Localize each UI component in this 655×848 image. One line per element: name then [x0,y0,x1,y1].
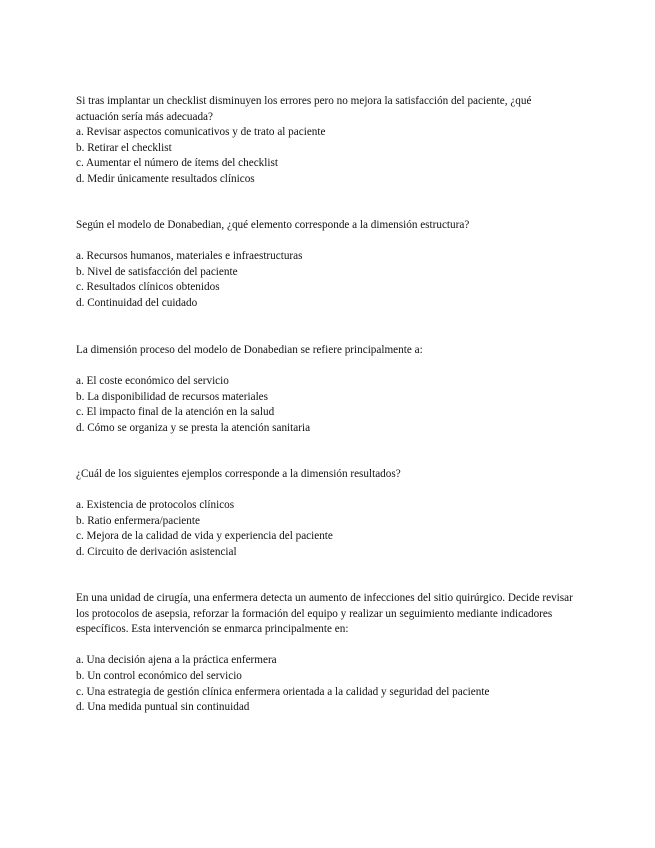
option-d: d. Continuidad del cuidado [76,296,198,309]
question-3 [76,343,576,437]
option-c: c. Mejora de la calidad de vida y experiencia del paciente [76,530,333,543]
answer-options [76,249,576,311]
option-c: c. Aumentar el número de ítems del checklist [76,157,278,170]
option-d: d. Medir únicamente resultados clínicos [76,172,255,185]
option-a: a. Una decisión ajena a la práctica enfermera [76,654,277,667]
option-a: a. Existencia de protocolos clínicos [76,499,235,512]
option-c: c. Una estrategia de gestión clínica enfermera orientada a la calidad y seguridad del paciente [76,685,490,698]
question-text: Según el modelo de Donabedian, ¿qué elemento corresponde a la dimensión estructura? [76,219,470,231]
option-c: c. Resultados clínicos obtenidos [76,281,220,294]
answer-options [76,653,578,715]
option-b: b. La disponibilidad de recursos materiales [76,390,268,403]
option-c: c. El impacto final de la atención en la salud [76,406,275,419]
answer-options [76,125,561,187]
question-1 [76,94,561,188]
option-b: b. Ratio enfermera/paciente [76,514,200,527]
option-d: d. Cómo se organiza y se presta la atención sanitaria [76,421,311,434]
question-text: En una unidad de cirugía, una enfermera detecta un aumento de infecciones del sitio quirúrgico. Decide revisar los protocolos de asepsia, reforzar la formación del equipo y realizar un seguimiento mediante indicadores específicos. Esta intervención se enmarca principalmente en: [76,592,573,636]
option-b: b. Nivel de satisfacción del paciente [76,265,238,278]
question-text: ¿Cuál de los siguientes ejemplos corresponde a la dimensión resultados? [76,468,401,480]
question-text: La dimensión proceso del modelo de Donabedian se refiere principalmente a: [76,344,423,356]
option-a: a. Revisar aspectos comunicativos y de trato al paciente [76,126,326,139]
question-5 [76,591,578,716]
option-b: b. Un control económico del servicio [76,669,242,682]
question-2 [76,218,576,312]
answer-options [76,498,576,560]
question-text: Si tras implantar un checklist disminuyen los errores pero no mejora la satisfacción del paciente, ¿qué actuación sería más adecuada? [76,95,532,123]
question-4 [76,467,576,561]
option-d: d. Circuito de derivación asistencial [76,545,237,558]
option-d: d. Una medida puntual sin continuidad [76,701,250,714]
option-a: a. Recursos humanos, materiales e infraestructuras [76,250,303,263]
answer-options [76,374,576,436]
option-b: b. Retirar el checklist [76,141,172,154]
option-a: a. El coste económico del servicio [76,375,229,388]
